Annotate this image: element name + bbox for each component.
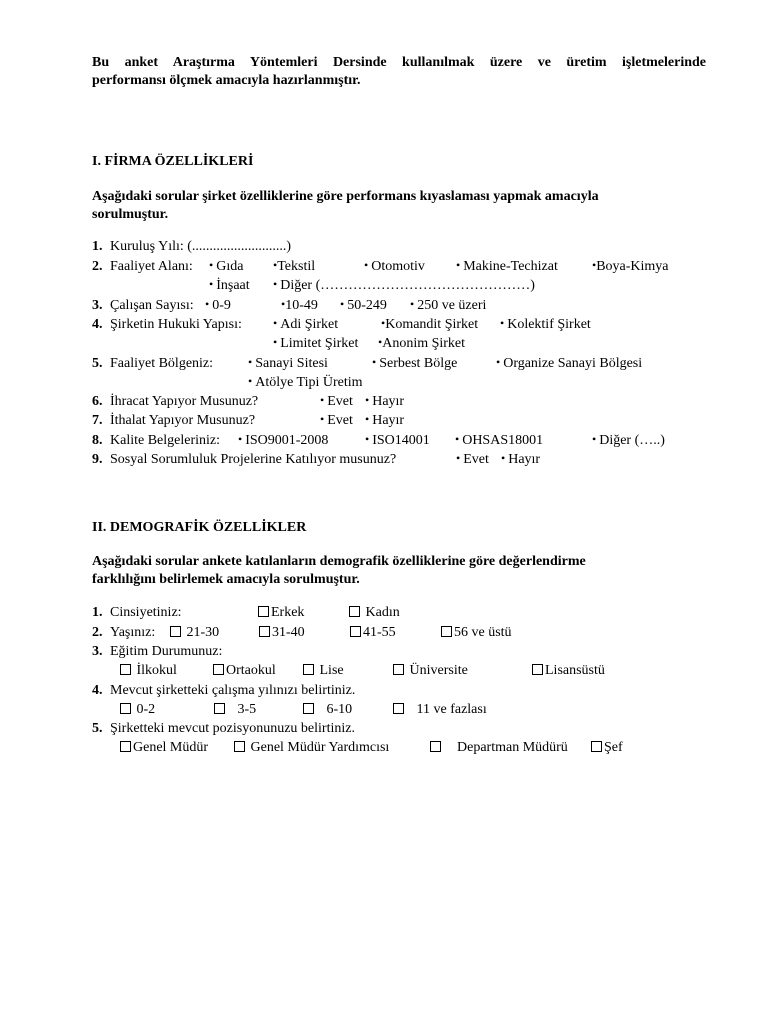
option-kolektif-sirket[interactable]: • Kolektif Şirket (500, 315, 591, 334)
checkbox[interactable] (259, 626, 270, 637)
option-departman-muduru[interactable]: Departman Müdürü (430, 738, 568, 757)
option-0-2[interactable]: 0-2 (120, 700, 155, 719)
option-hayir[interactable]: • Hayır (501, 450, 540, 469)
checkbox[interactable] (170, 626, 181, 637)
option-organize-sanayi-bolgesi[interactable]: • Organize Sanayi Bölgesi (496, 354, 642, 373)
option-0-9[interactable]: • 0-9 (205, 296, 231, 315)
option-komandit-sirket[interactable]: • Komandit Şirket (381, 315, 478, 334)
section-1-desc-line-1: Aşağıdaki sorular şirket özelliklerine göre performans kıyaslaması yapmak amacıyla (92, 189, 599, 204)
checkbox[interactable] (120, 703, 131, 714)
question-label: Faaliyet Alanı: (110, 259, 193, 274)
s2-question-1 (92, 603, 706, 622)
question-number: 4. (92, 317, 103, 332)
option-insaat[interactable]: • İnşaat (209, 276, 250, 295)
question-number: 2. (92, 259, 103, 274)
option-11-ve-fazlasi[interactable]: 11 ve fazlası (393, 700, 487, 719)
s2-question-5 (92, 719, 706, 738)
checkbox[interactable] (213, 664, 224, 675)
checkbox[interactable] (349, 606, 360, 617)
option-sef[interactable]: Şef (591, 738, 623, 757)
question-label: Sosyal Sorumluluk Projelerine Katılıyor musunuz? (110, 452, 397, 467)
question-number: 4. (92, 683, 103, 698)
question-number: 9. (92, 452, 103, 467)
s2-question-5-options (92, 738, 706, 757)
question-label: Cinsiyetiniz: (110, 605, 182, 620)
option-diger[interactable]: • Diğer (…..) (592, 431, 665, 450)
section-2-title: II. DEMOGRAFİK ÖZELLİKLER (92, 520, 307, 535)
option-sanayi-sitesi[interactable]: • Sanayi Sitesi (248, 354, 328, 373)
option-ortaokul[interactable]: Ortaokul (213, 661, 276, 680)
option-boya-kimya[interactable]: • Boya-Kimya (592, 257, 669, 276)
question-number: 7. (92, 413, 103, 428)
option-anonim-sirket[interactable]: • Anonim Şirket (378, 334, 465, 353)
question-label: Eğitim Durumunuz: (110, 644, 223, 659)
s2-question-4-options (92, 700, 706, 719)
s1-question-5 (92, 354, 706, 373)
section-2-desc-line-2: farklılığını belirlemek amacıyla sorulmuştur. (92, 572, 360, 587)
question-label: Şirketteki mevcut pozisyonunuzu belirtiniz. (110, 721, 355, 736)
option-serbest-bolge[interactable]: • Serbest Bölge (372, 354, 457, 373)
question-number: 5. (92, 721, 103, 736)
s2-question-3 (92, 642, 706, 661)
option-universite[interactable]: Üniversite (393, 661, 468, 680)
option-250-ve-uzeri[interactable]: • 250 ve üzeri (410, 296, 486, 315)
option-iso9001[interactable]: • ISO9001-2008 (238, 431, 328, 450)
section-1-description (92, 188, 706, 224)
s1-question-8 (92, 431, 706, 450)
question-number: 3. (92, 644, 103, 659)
checkbox[interactable] (591, 741, 602, 752)
question-label: İthalat Yapıyor Musunuz? (110, 413, 256, 428)
s1-question-4-cont (92, 334, 706, 353)
option-lise[interactable]: Lise (303, 661, 344, 680)
option-erkek[interactable]: Erkek (258, 603, 304, 622)
question-number: 2. (92, 625, 103, 640)
option-41-55[interactable]: 41-55 (350, 623, 396, 642)
question-label: Yaşınız: (110, 625, 156, 640)
checkbox[interactable] (120, 664, 131, 675)
option-10-49[interactable]: • 10-49 (281, 296, 318, 315)
intro-line-2: performansı ölçmek amacıyla hazırlanmıştır. (92, 73, 361, 88)
option-otomotiv[interactable]: • Otomotiv (364, 257, 425, 276)
option-genel-mudur-yardimcisi[interactable]: Genel Müdür Yardımcısı (234, 738, 389, 757)
option-diger[interactable]: • Diğer (………………………………………) (273, 276, 535, 295)
option-adi-sirket[interactable]: • Adi Şirket (273, 315, 338, 334)
question-label: Şirketin Hukuki Yapısı: (110, 317, 242, 332)
checkbox[interactable] (214, 703, 225, 714)
option-21-30[interactable]: 21-30 (170, 623, 219, 642)
option-evet[interactable]: • Evet (320, 392, 353, 411)
section-1-title: I. FİRMA ÖZELLİKLERİ (92, 154, 254, 169)
checkbox[interactable] (234, 741, 245, 752)
question-label: Faaliyet Bölgeniz: (110, 356, 214, 371)
question-label: Mevcut şirketteki çalışma yılınızı belirtiniz. (110, 683, 356, 698)
option-kadin[interactable]: Kadın (349, 603, 400, 622)
s1-question-2-cont (92, 276, 706, 295)
question-label: Çalışan Sayısı: (110, 298, 194, 313)
question-label: Kalite Belgeleriniz: (110, 433, 221, 448)
option-iso14001[interactable]: • ISO14001 (365, 431, 430, 450)
option-56-ve-ustu[interactable]: 56 ve üstü (441, 623, 512, 642)
s2-question-3-options (92, 661, 706, 680)
option-evet[interactable]: • Evet (320, 411, 353, 430)
checkbox[interactable] (120, 741, 131, 752)
option-tekstil[interactable]: • Tekstil (273, 257, 315, 276)
checkbox[interactable] (258, 606, 269, 617)
option-gida[interactable]: • Gıda (209, 257, 243, 276)
checkbox[interactable] (430, 741, 441, 752)
section-1-desc-line-2: sorulmuştur. (92, 207, 169, 222)
s1-question-1 (92, 237, 692, 256)
checkbox[interactable] (303, 703, 314, 714)
option-hayir[interactable]: • Hayır (365, 411, 404, 430)
option-ohsas18001[interactable]: • OHSAS18001 (455, 431, 543, 450)
s1-question-7 (92, 411, 706, 430)
survey-intro (92, 54, 706, 90)
option-31-40[interactable]: 31-40 (259, 623, 305, 642)
intro-line-1: Bu anket Araştırma Yöntemleri Dersinde kullanılmak üzere ve üretim işletmelerinde (92, 55, 706, 70)
question-number: 8. (92, 433, 103, 448)
checkbox[interactable] (303, 664, 314, 675)
option-makine-techizat[interactable]: • Makine-Techizat (456, 257, 558, 276)
section-2-desc-line-1: Aşağıdaki sorular ankete katılanların demografik özelliklerine göre değerlendirme (92, 554, 586, 569)
checkbox[interactable] (393, 703, 404, 714)
s1-question-5-cont (92, 373, 706, 392)
option-ilkokul[interactable]: İlkokul (120, 661, 177, 680)
question-number: 6. (92, 394, 103, 409)
question-number: 1. (92, 605, 103, 620)
checkbox[interactable] (441, 626, 452, 637)
checkbox[interactable] (532, 664, 543, 675)
s1-question-2 (92, 257, 706, 276)
section-2-description (92, 553, 706, 589)
s2-question-2 (92, 623, 706, 642)
option-genel-mudur[interactable]: Genel Müdür (120, 738, 208, 757)
checkbox[interactable] (393, 664, 404, 675)
option-lisansustu[interactable]: Lisansüstü (532, 661, 605, 680)
option-50-249[interactable]: • 50-249 (340, 296, 387, 315)
option-evet[interactable]: • Evet (456, 450, 489, 469)
s1-question-3 (92, 296, 706, 315)
option-3-5[interactable]: 3-5 (214, 700, 256, 719)
option-atolye-tipi-uretim[interactable]: • Atölye Tipi Üretim (248, 373, 363, 392)
s1-question-6 (92, 392, 706, 411)
s2-question-4 (92, 681, 706, 700)
s1-question-9 (92, 450, 706, 469)
question-number: 3. (92, 298, 103, 313)
question-label: İhracat Yapıyor Musunuz? (110, 394, 259, 409)
question-number: 5. (92, 356, 103, 371)
founding-year-field[interactable]: Kuruluş Yılı: (...........................) (110, 239, 292, 254)
s1-question-4 (92, 315, 706, 334)
option-limitet-sirket[interactable]: • Limitet Şirket (273, 334, 358, 353)
option-6-10[interactable]: 6-10 (303, 700, 352, 719)
question-number: 1. (92, 239, 103, 254)
checkbox[interactable] (350, 626, 361, 637)
option-hayir[interactable]: • Hayır (365, 392, 404, 411)
